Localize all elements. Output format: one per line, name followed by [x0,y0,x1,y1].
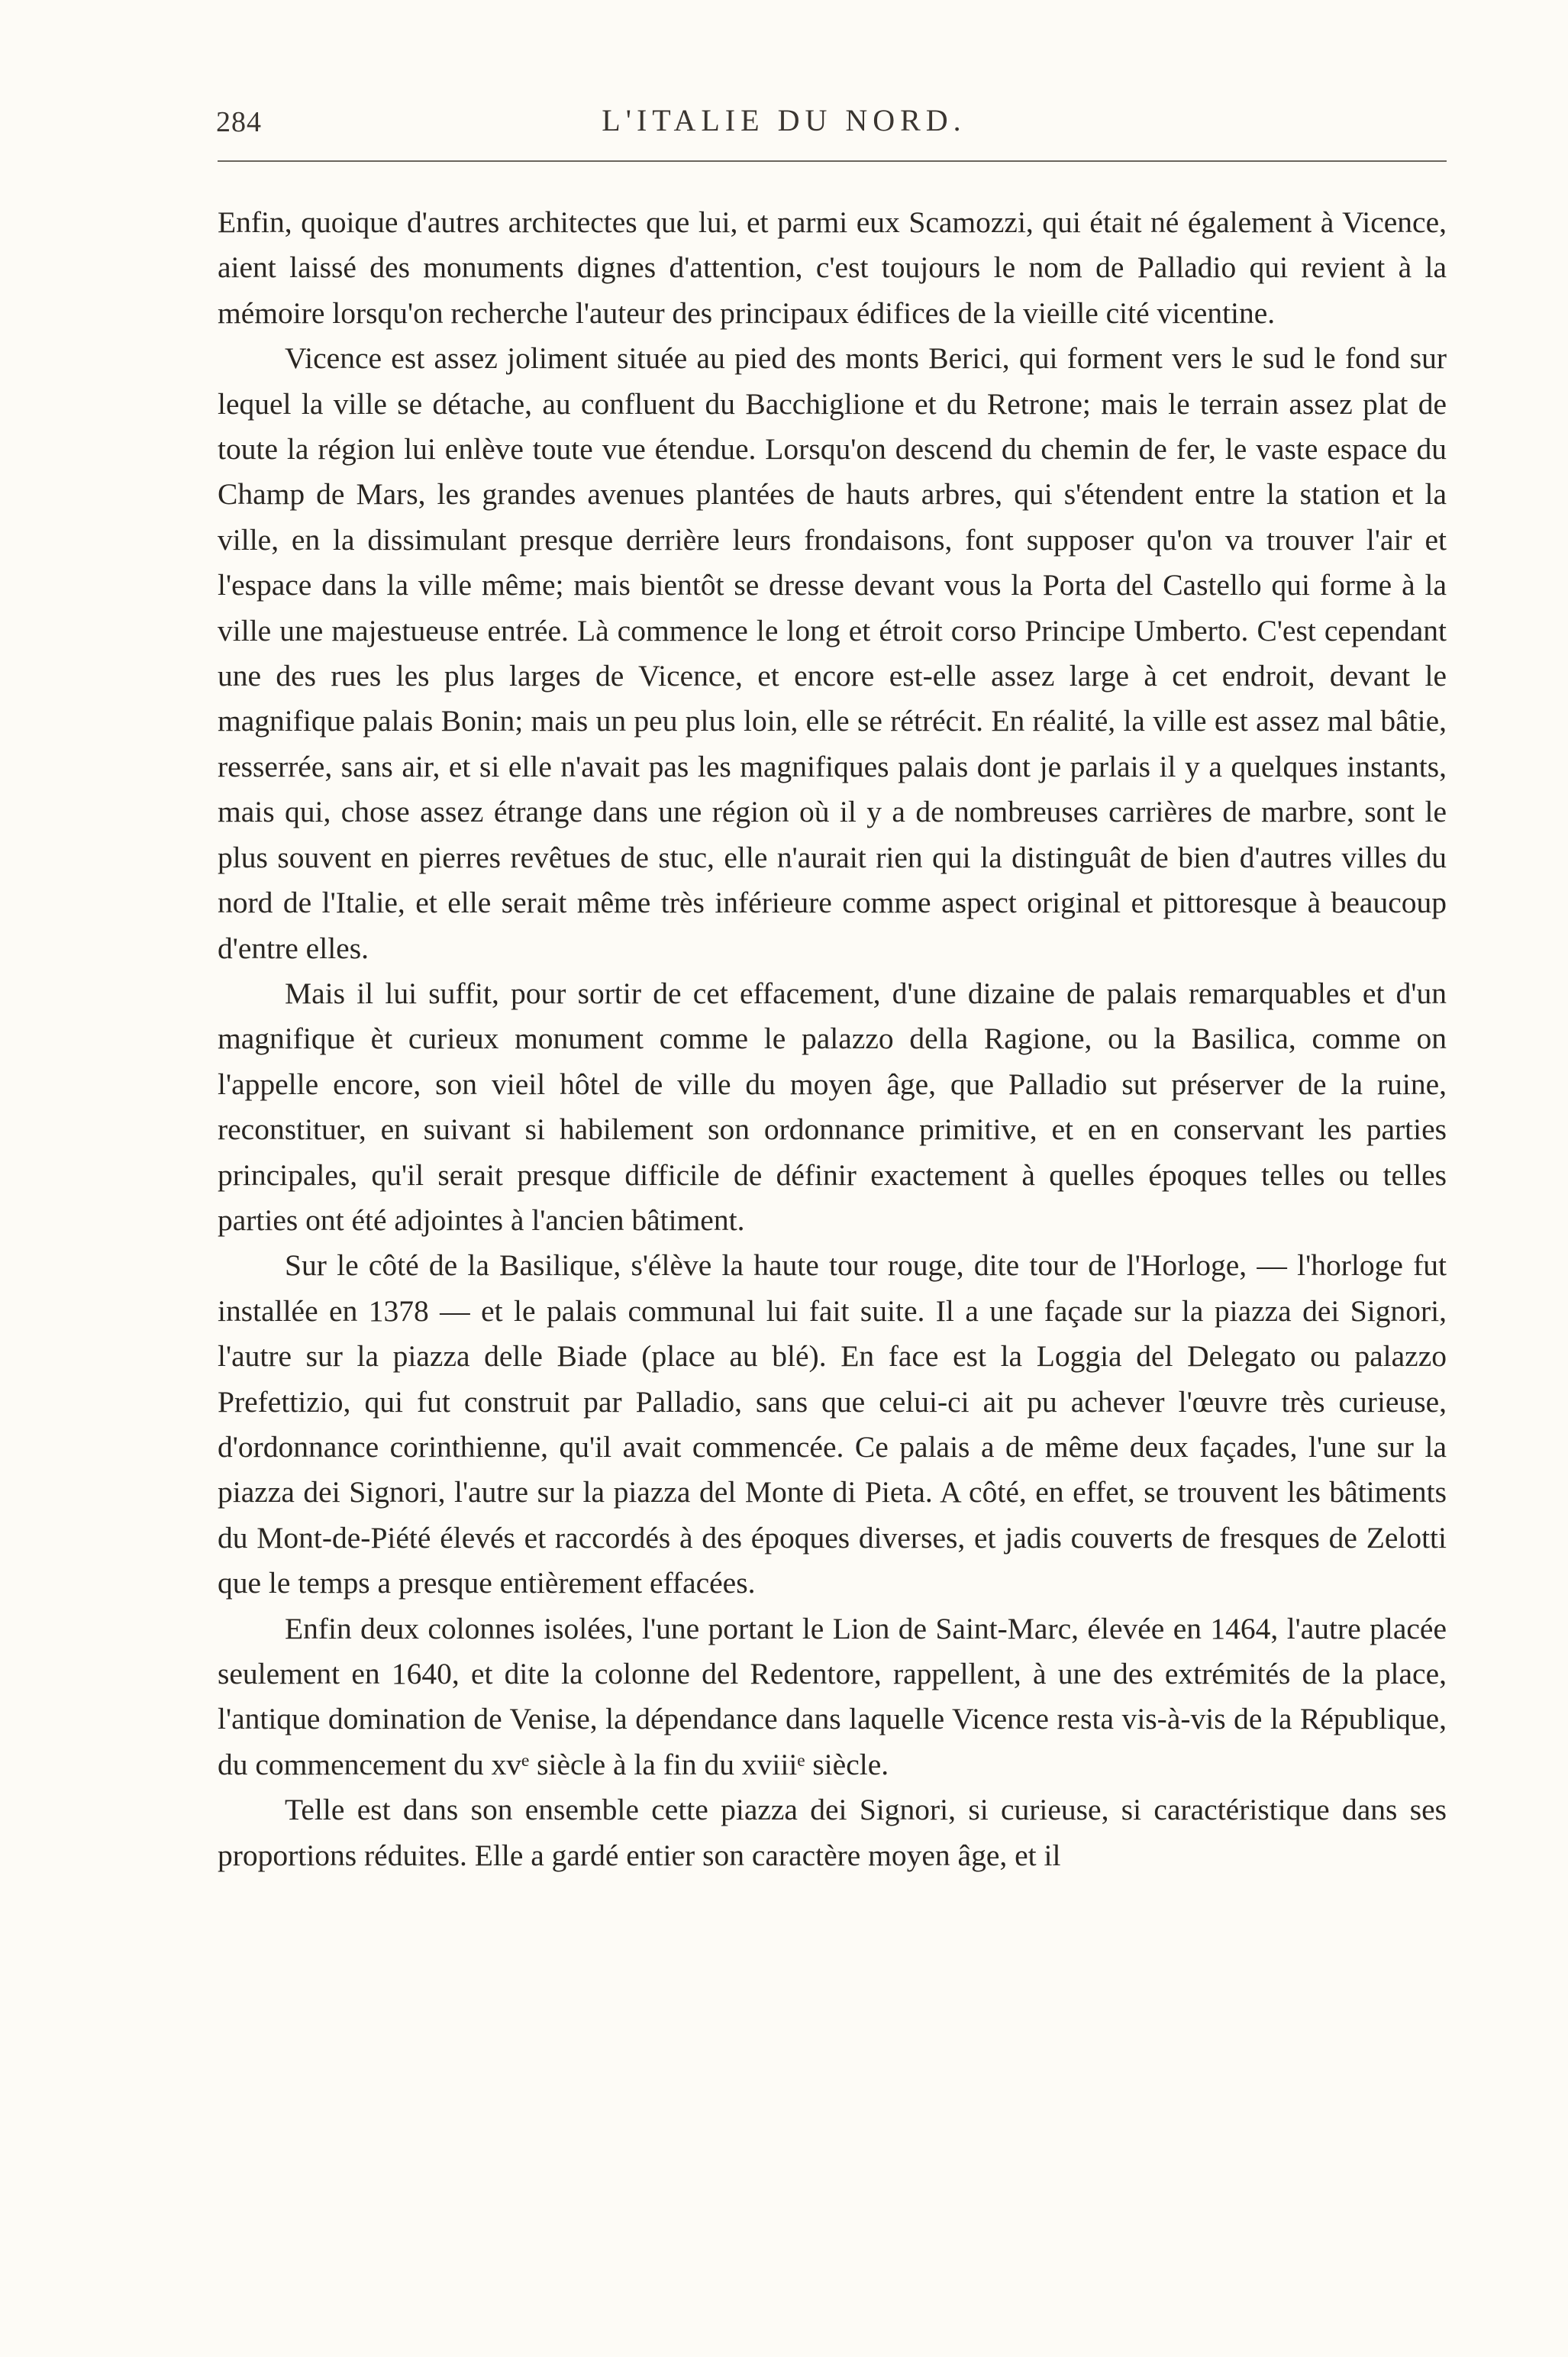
paragraph: Enfin, quoique d'autres architectes que lui, et parmi eux Scamozzi, qui était né également à Vicence, aient laissé des monuments dignes d'attention, c'est toujours le nom de Palladio qui revient à la mémoire lorsqu'on recherche l'auteur des principaux édifices de la vieille cité vicentine. [218,205,1447,330]
paragraph: Mais il lui suffit, pour sortir de cet effacement, d'une dizaine de palais remarquables et d'un magnifique èt curieux monument comme le palazzo della Ragione, ou la Basilica, comme on l'appelle encore, son vieil hôtel de ville du moyen âge, que Palladio sut préserver de la ruine, reconstituer, en suivant si habilement son ordonnance primitive, et en en conservant les parties principales, qu'il serait presque difficile de définir exactement à quelles époques telles ou telles parties ont été adjointes à l'ancien bâtiment. [218,976,1447,1237]
paragraph: Sur le côté de la Basilique, s'élève la haute tour rouge, dite tour de l'Horloge, — l'horloge fut installée en 1378 — et le palais communal lui fait suite. Il a une façade sur la piazza dei Signori, l'autre sur la piazza delle Biade (place au blé). En face est la Loggia del Delegato ou palazzo Prefettizio, qui fut construit par Palladio, sans que celui-ci ait pu achever l'œuvre très curieuse, d'ordonnance corinthienne, qu'il avait commencée. Ce palais a de même deux façades, l'une sur la piazza dei Signori, l'autre sur la piazza del Monte di Pieta. A côté, en effet, se trouvent les bâtiments du Mont-de-Piété élevés et raccordés à des époques diverses, et jadis couverts de fresques de Zelotti que le temps a presque entièrement effacées. [218,1248,1447,1600]
body-text [218,200,1447,1878]
paragraph: Vicence est assez joliment située au pied des monts Berici, qui forment vers le sud le fond sur lequel la ville se détache, au confluent du Bacchiglione et du Retrone; mais le terrain assez plat de toute la région lui enlève toute vue étendue. Lorsqu'on descend du chemin de fer, le vaste espace du Champ de Mars, les grandes avenues plantées de hauts arbres, qui s'étendent entre la station et la ville, en la dissimulant presque derrière leurs frondaisons, font supposer qu'on va trouver l'air et l'espace dans la ville même; mais bientôt se dresse devant vous la Porta del Castello qui forme à la ville une majestueuse entrée. Là commence le long et étroit corso Principe Umberto. C'est cependant une des rues les plus larges de Vicence, et encore est-elle assez large à cet endroit, devant le magnifique palais Bonin; mais un peu plus loin, elle se rétrécit. En réalité, la ville est assez mal bâtie, resserrée, sans air, et si elle n'avait pas les magnifiques palais dont je parlais il y a quelques instants, mais qui, chose assez étrange dans une région où il y a de nombreuses carrières de marbre, sont le plus souvent en pierres revêtues de stuc, elle n'aurait rien qui la distinguât de bien d'autres villes du nord de l'Italie, et elle serait même très inférieure comme aspect original et pittoresque à beaucoup d'entre elles. [218,341,1447,965]
header-rule [218,160,1447,162]
running-title: L'ITALIE DU NORD. [602,103,966,137]
paragraph: Enfin deux colonnes isolées, l'une portant le Lion de Saint-Marc, élevée en 1464, l'autre placée seulement en 1640, et dite la colonne del Redentore, rappellent, à une des extrémités de la place, l'antique domination de Venise, la dépendance dans laquelle Vicence resta vis-à-vis de la République, du commencement du xvᵉ siècle à la fin du xviiiᵉ siècle. [218,1611,1447,1781]
page-number: 284 [216,106,262,138]
paragraph: Telle est dans son ensemble cette piazza dei Signori, si curieuse, si caractéristique dans ses proportions réduites. Elle a gardé entier son caractère moyen âge, et il [218,1793,1447,1872]
